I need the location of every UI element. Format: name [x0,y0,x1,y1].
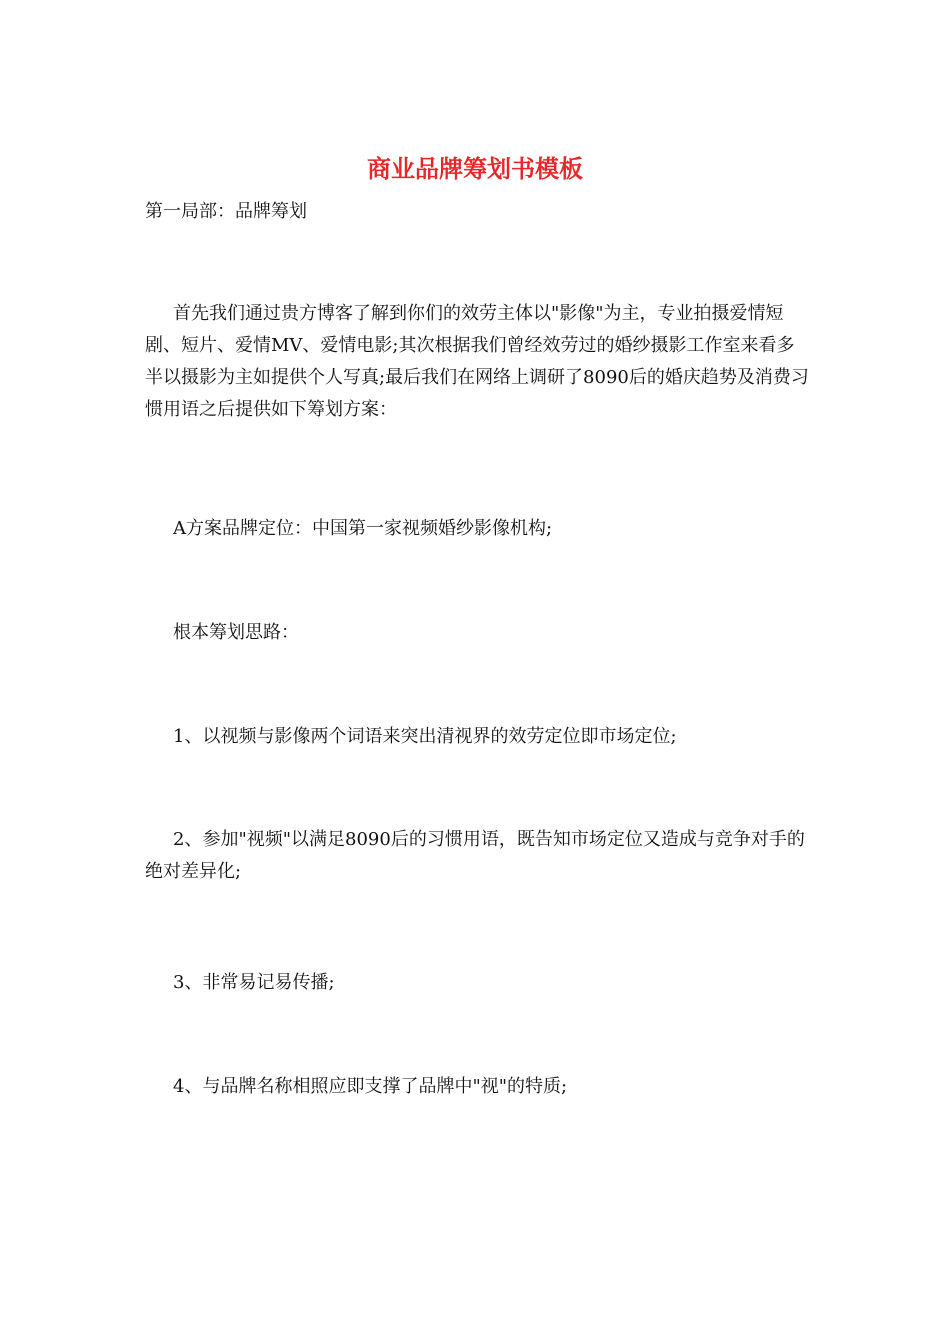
point-4-paragraph: 4、与品牌名称相照应即支撑了品牌中"视"的特质; [173,1076,568,1097]
point-2-paragraph: 2、参加"视频"以满足8090后的习惯用语，既告知市场定位又造成与竞争对手的绝对差异化; [145,829,805,882]
section-heading: 第一局部：品牌筹划 [145,201,307,222]
document-title: 商业品牌筹划书模板 [367,155,583,183]
plan-a-paragraph: A方案品牌定位：中国第一家视频婚纱影像机构; [173,518,553,539]
point-3-paragraph: 3、非常易记易传播; [173,972,335,993]
point-1-paragraph: 1、以视频与影像两个词语来突出清视界的效劳定位即市场定位; [173,726,677,747]
intro-paragraph: 首先我们通过贵方博客了解到你们的效劳主体以"影像"为主，专业拍摄爱情短剧、短片、爱情MV、爱情电影;其次根据我们曾经效劳过的婚纱摄影工作室来看多半以摄影为主如提供个人写真;最后我们在网络上调研了8090后的婚庆趋势及消费习惯用语之后提供如下筹划方案： [145,303,809,420]
ideas-heading: 根本筹划思路： [173,622,299,643]
